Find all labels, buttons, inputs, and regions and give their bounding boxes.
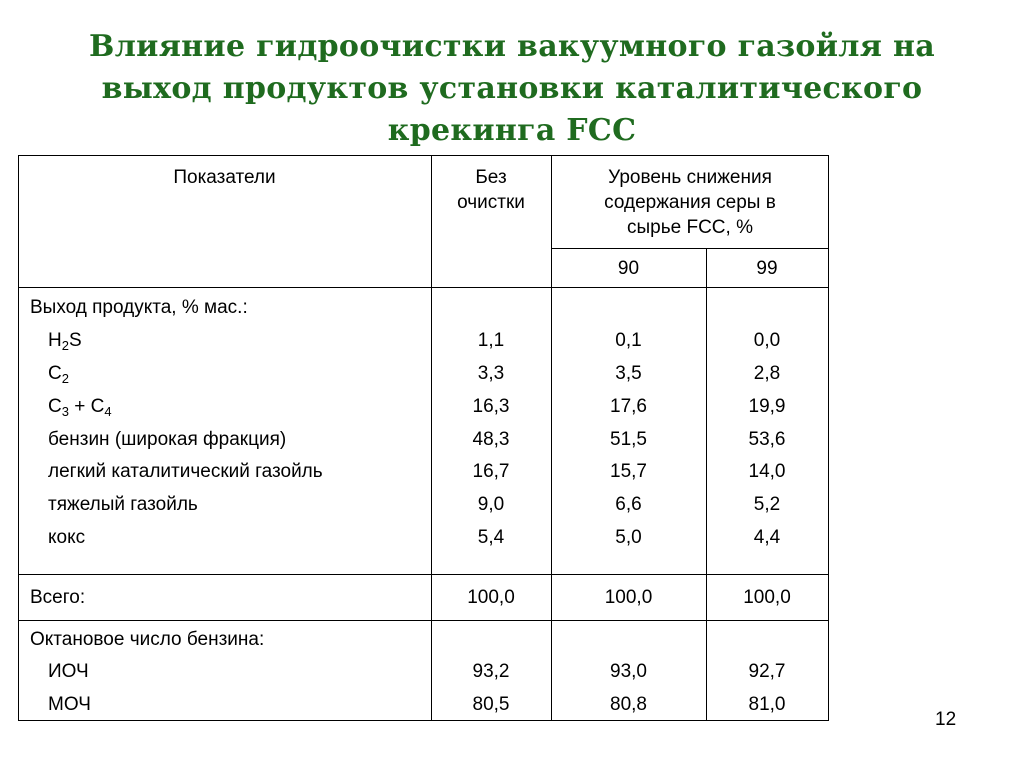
row-label-heavy-gasoil: тяжелый газойль bbox=[48, 494, 198, 515]
total-value: 100,0 bbox=[467, 587, 515, 608]
cell-value: 80,8 bbox=[610, 694, 647, 715]
cell-value: 3,3 bbox=[477, 363, 505, 384]
cell-value: 17,6 bbox=[610, 396, 647, 417]
cell-value: 19,9 bbox=[748, 396, 786, 417]
header-divider-sub bbox=[551, 248, 829, 249]
cell-value: 4,4 bbox=[753, 527, 781, 548]
total-value: 100,0 bbox=[743, 587, 791, 608]
cell-value: 6,6 bbox=[615, 494, 642, 515]
row-label-coke: кокс bbox=[48, 527, 86, 548]
header-sulfur-reduction: Уровень снижения содержания серы в сырье FCC, % bbox=[604, 167, 776, 238]
header-divider bbox=[18, 287, 829, 288]
row-label-ron: ИОЧ bbox=[48, 661, 89, 682]
cell-value: 5,0 bbox=[615, 527, 642, 548]
table-border-top bbox=[18, 155, 829, 156]
cell-value: 93,0 bbox=[610, 661, 647, 682]
title-line-3: крекинга FCC bbox=[387, 113, 637, 148]
cell-value: 16,3 bbox=[472, 396, 510, 417]
total-divider-top bbox=[18, 574, 829, 575]
total-divider-bottom bbox=[18, 620, 829, 621]
cell-value: 1,1 bbox=[477, 330, 505, 351]
row-label-gasoline: бензин (широкая фракция) bbox=[48, 429, 287, 450]
cell-value: 81,0 bbox=[748, 694, 786, 715]
cell-value: 5,2 bbox=[753, 494, 781, 515]
cell-value: 5,4 bbox=[477, 527, 505, 548]
total-label: Всего: bbox=[30, 587, 86, 608]
cell-value: 0,1 bbox=[615, 330, 642, 351]
header-level-99: 99 bbox=[756, 258, 778, 279]
cell-value: 92,7 bbox=[748, 661, 786, 682]
cell-value: 80,5 bbox=[472, 694, 510, 715]
cell-value: 48,3 bbox=[472, 429, 510, 450]
octane-section-label: Октановое число бензина: bbox=[30, 629, 265, 650]
cell-value: 15,7 bbox=[610, 461, 647, 482]
slide-title bbox=[0, 26, 1024, 152]
cell-value: 9,0 bbox=[477, 494, 505, 515]
table-border-left bbox=[18, 155, 19, 721]
cell-value: 14,0 bbox=[748, 461, 786, 482]
cell-value: 93,2 bbox=[472, 661, 510, 682]
data-table bbox=[18, 155, 829, 721]
cell-value: 16,7 bbox=[472, 461, 510, 482]
col-divider-3 bbox=[706, 248, 707, 721]
header-no-treatment: Без очистки bbox=[457, 167, 525, 213]
table-border-bottom bbox=[18, 720, 829, 721]
header-indicators: Показатели bbox=[173, 167, 276, 188]
cell-value: 0,0 bbox=[753, 330, 781, 351]
row-label-c3-c4: $C_3 + C_4$ bbox=[48, 396, 112, 419]
total-value: 100,0 bbox=[604, 587, 653, 608]
row-label-mon: МОЧ bbox=[48, 694, 91, 715]
row-label-light-gasoil: легкий каталитический газойль bbox=[48, 461, 323, 482]
cell-value: 2,8 bbox=[753, 363, 781, 384]
cell-value: 3,5 bbox=[615, 363, 642, 384]
cell-value: 53,6 bbox=[748, 429, 786, 450]
page-number: 12 bbox=[935, 709, 957, 730]
title-line-1: Влияние гидроочистки вакуумного газойля на bbox=[89, 29, 935, 64]
header-level-90: 90 bbox=[617, 258, 640, 279]
row-label-h2s: $H_2S$ bbox=[48, 330, 82, 353]
yield-section-label: Выход продукта, % мас.: bbox=[30, 297, 248, 318]
cell-value: 51,5 bbox=[610, 429, 647, 450]
title-line-2: выход продуктов установки каталитического bbox=[101, 71, 923, 106]
row-label-c2: $C_2$ bbox=[48, 363, 69, 386]
